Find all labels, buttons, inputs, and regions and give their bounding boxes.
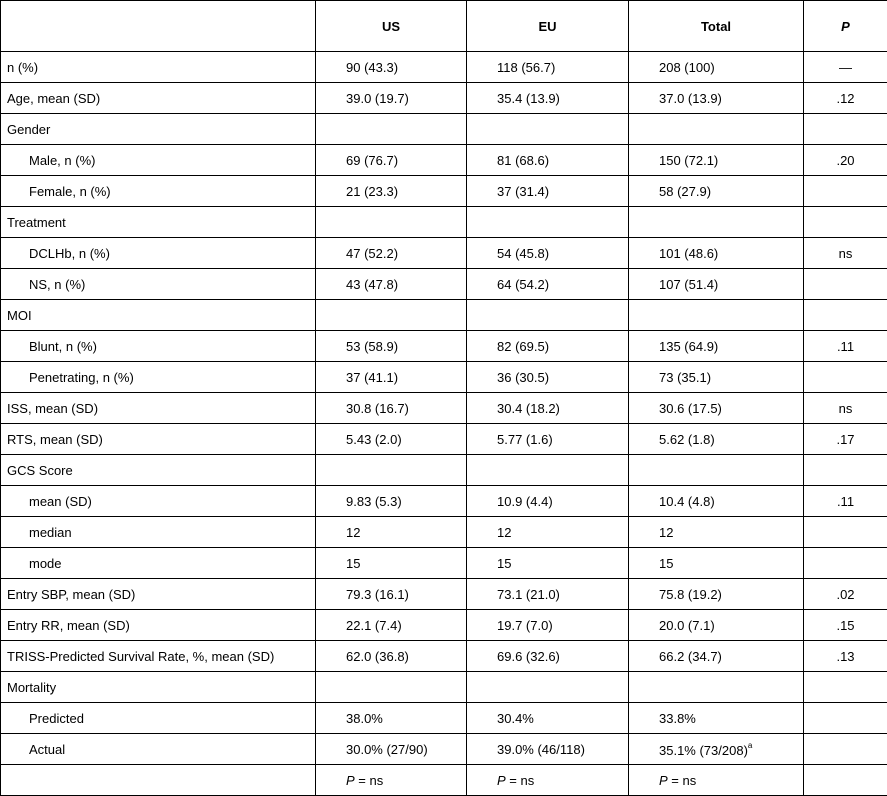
cell-us: 30.8 (16.7)	[316, 393, 467, 424]
table-row	[1, 362, 887, 393]
table-row	[1, 672, 887, 703]
cell-p	[804, 455, 887, 486]
cell-us: 69 (76.7)	[316, 145, 467, 176]
cell-p: .11	[804, 486, 887, 517]
cell-us: 12	[316, 517, 467, 548]
cell-us: 62.0 (36.8)	[316, 641, 467, 672]
row-label: RTS, mean (SD)	[1, 424, 316, 455]
cell-eu: 30.4%	[467, 703, 629, 734]
row-label: TRISS-Predicted Survival Rate, %, mean (SD)	[1, 641, 316, 672]
cell-eu: 10.9 (4.4)	[467, 486, 629, 517]
cell-total: 208 (100)	[629, 52, 804, 83]
cell-total: 101 (48.6)	[629, 238, 804, 269]
cell-p: ns	[804, 238, 887, 269]
cell-p	[804, 362, 887, 393]
table-row	[1, 176, 887, 207]
cell-p: ns	[804, 393, 887, 424]
cell-us: 9.83 (5.3)	[316, 486, 467, 517]
row-label: Entry RR, mean (SD)	[1, 610, 316, 641]
header-cell-empty	[1, 1, 316, 52]
cell-p	[804, 300, 887, 331]
cell-eu: 118 (56.7)	[467, 52, 629, 83]
p-equals-ns: = ns	[355, 773, 384, 788]
cell-us	[316, 114, 467, 145]
header-total: Total	[629, 1, 804, 52]
cell-us: 43 (47.8)	[316, 269, 467, 300]
table-row	[1, 610, 887, 641]
row-label: Treatment	[1, 207, 316, 238]
cell-p: .15	[804, 610, 887, 641]
row-label: NS, n (%)	[1, 269, 316, 300]
table-row	[1, 517, 887, 548]
cell-eu: 37 (31.4)	[467, 176, 629, 207]
cell-eu: 69.6 (32.6)	[467, 641, 629, 672]
cell-total: 150 (72.1)	[629, 145, 804, 176]
row-label: mean (SD)	[1, 486, 316, 517]
cell-us: 47 (52.2)	[316, 238, 467, 269]
cell-p: .13	[804, 641, 887, 672]
cell-eu: 15	[467, 548, 629, 579]
cell-eu: 36 (30.5)	[467, 362, 629, 393]
row-label: GCS Score	[1, 455, 316, 486]
cell-total: 135 (64.9)	[629, 331, 804, 362]
cell-us: 38.0%	[316, 703, 467, 734]
cell-eu: 12	[467, 517, 629, 548]
cell-us: 90 (43.3)	[316, 52, 467, 83]
row-label: Gender	[1, 114, 316, 145]
p-symbol: P	[346, 773, 355, 788]
cell-p	[804, 269, 887, 300]
cell-total: 10.4 (4.8)	[629, 486, 804, 517]
table-row	[1, 455, 887, 486]
table-row	[1, 703, 887, 734]
row-label: Male, n (%)	[1, 145, 316, 176]
cell-eu: 39.0% (46/118)	[467, 734, 629, 765]
table-row	[1, 269, 887, 300]
table-row	[1, 641, 887, 672]
cell-total-value: 35.1% (73/208)	[659, 743, 748, 758]
cell-eu	[467, 672, 629, 703]
cell-eu	[467, 114, 629, 145]
table-row	[1, 424, 887, 455]
cell-p: —	[804, 52, 887, 83]
table-row	[1, 145, 887, 176]
cell-total: 12	[629, 517, 804, 548]
table-row	[1, 83, 887, 114]
table-row	[1, 238, 887, 269]
cell-total: 66.2 (34.7)	[629, 641, 804, 672]
cell-total: 58 (27.9)	[629, 176, 804, 207]
row-label: Penetrating, n (%)	[1, 362, 316, 393]
row-label: Mortality	[1, 672, 316, 703]
row-label: Actual	[1, 734, 316, 765]
row-label: median	[1, 517, 316, 548]
cell-p	[804, 548, 887, 579]
row-label: Entry SBP, mean (SD)	[1, 579, 316, 610]
cell-total: 30.6 (17.5)	[629, 393, 804, 424]
cell-p	[804, 703, 887, 734]
row-label: Female, n (%)	[1, 176, 316, 207]
cell-p: .17	[804, 424, 887, 455]
table-row	[1, 393, 887, 424]
cell-p	[804, 176, 887, 207]
cell-total: 107 (51.4)	[629, 269, 804, 300]
row-label: Blunt, n (%)	[1, 331, 316, 362]
cell-total: 15	[629, 548, 804, 579]
table-row	[1, 331, 887, 362]
cell-p	[804, 207, 887, 238]
cell-us	[316, 207, 467, 238]
cell-eu	[467, 300, 629, 331]
cell-eu	[467, 207, 629, 238]
cell-p	[804, 734, 887, 765]
table-row	[1, 207, 887, 238]
p-equals-ns: = ns	[506, 773, 535, 788]
row-label: mode	[1, 548, 316, 579]
cell-p	[804, 672, 887, 703]
row-label: Predicted	[1, 703, 316, 734]
cell-total	[629, 672, 804, 703]
cell-eu: 19.7 (7.0)	[467, 610, 629, 641]
table-row	[1, 548, 887, 579]
cell-total: 20.0 (7.1)	[629, 610, 804, 641]
footnote-marker: a	[748, 741, 752, 750]
cell-us: 79.3 (16.1)	[316, 579, 467, 610]
cell-us	[316, 455, 467, 486]
cell-eu: 30.4 (18.2)	[467, 393, 629, 424]
cell-p	[804, 517, 887, 548]
cell-total: 73 (35.1)	[629, 362, 804, 393]
cell-p: .12	[804, 83, 887, 114]
cell-us: 37 (41.1)	[316, 362, 467, 393]
row-label: ISS, mean (SD)	[1, 393, 316, 424]
table-row	[1, 486, 887, 517]
cell-eu: 64 (54.2)	[467, 269, 629, 300]
cell-eu	[467, 455, 629, 486]
cell-p: .20	[804, 145, 887, 176]
row-label: MOI	[1, 300, 316, 331]
row-label: Age, mean (SD)	[1, 83, 316, 114]
cell-us: 15	[316, 548, 467, 579]
cell-eu: 73.1 (21.0)	[467, 579, 629, 610]
header-row	[1, 1, 887, 52]
cell-us: 30.0% (27/90)	[316, 734, 467, 765]
table-row	[1, 300, 887, 331]
p-symbol: P	[497, 773, 506, 788]
cell-us	[316, 672, 467, 703]
cell-p	[804, 114, 887, 145]
cell-us: 39.0 (19.7)	[316, 83, 467, 114]
cell-eu: 54 (45.8)	[467, 238, 629, 269]
cell-total	[629, 207, 804, 238]
cell-eu: 81 (68.6)	[467, 145, 629, 176]
cell-total: 33.8%	[629, 703, 804, 734]
cell-total: 75.8 (19.2)	[629, 579, 804, 610]
cell-p: .11	[804, 331, 887, 362]
cell-eu: 35.4 (13.9)	[467, 83, 629, 114]
cell-eu: 82 (69.5)	[467, 331, 629, 362]
cell-eu: 5.77 (1.6)	[467, 424, 629, 455]
row-label: DCLHb, n (%)	[1, 238, 316, 269]
cell-total	[629, 734, 804, 765]
cell-total	[629, 300, 804, 331]
cell-p: .02	[804, 579, 887, 610]
table-row	[1, 579, 887, 610]
cell-us	[316, 300, 467, 331]
cell-us: 22.1 (7.4)	[316, 610, 467, 641]
cell-total: 5.62 (1.8)	[629, 424, 804, 455]
cell-us: 21 (23.3)	[316, 176, 467, 207]
cell-total	[629, 455, 804, 486]
cell-total	[629, 114, 804, 145]
cell-total: 37.0 (13.9)	[629, 83, 804, 114]
cell-us: 5.43 (2.0)	[316, 424, 467, 455]
header-us: US	[316, 1, 467, 52]
row-label: n (%)	[1, 52, 316, 83]
header-eu: EU	[467, 1, 629, 52]
p-symbol: P	[659, 773, 668, 788]
table-row-actual	[1, 734, 887, 765]
cell-us: 53 (58.9)	[316, 331, 467, 362]
header-p: P	[804, 1, 887, 52]
table-row	[1, 52, 887, 83]
table-row	[1, 114, 887, 145]
p-equals-ns: = ns	[668, 773, 697, 788]
